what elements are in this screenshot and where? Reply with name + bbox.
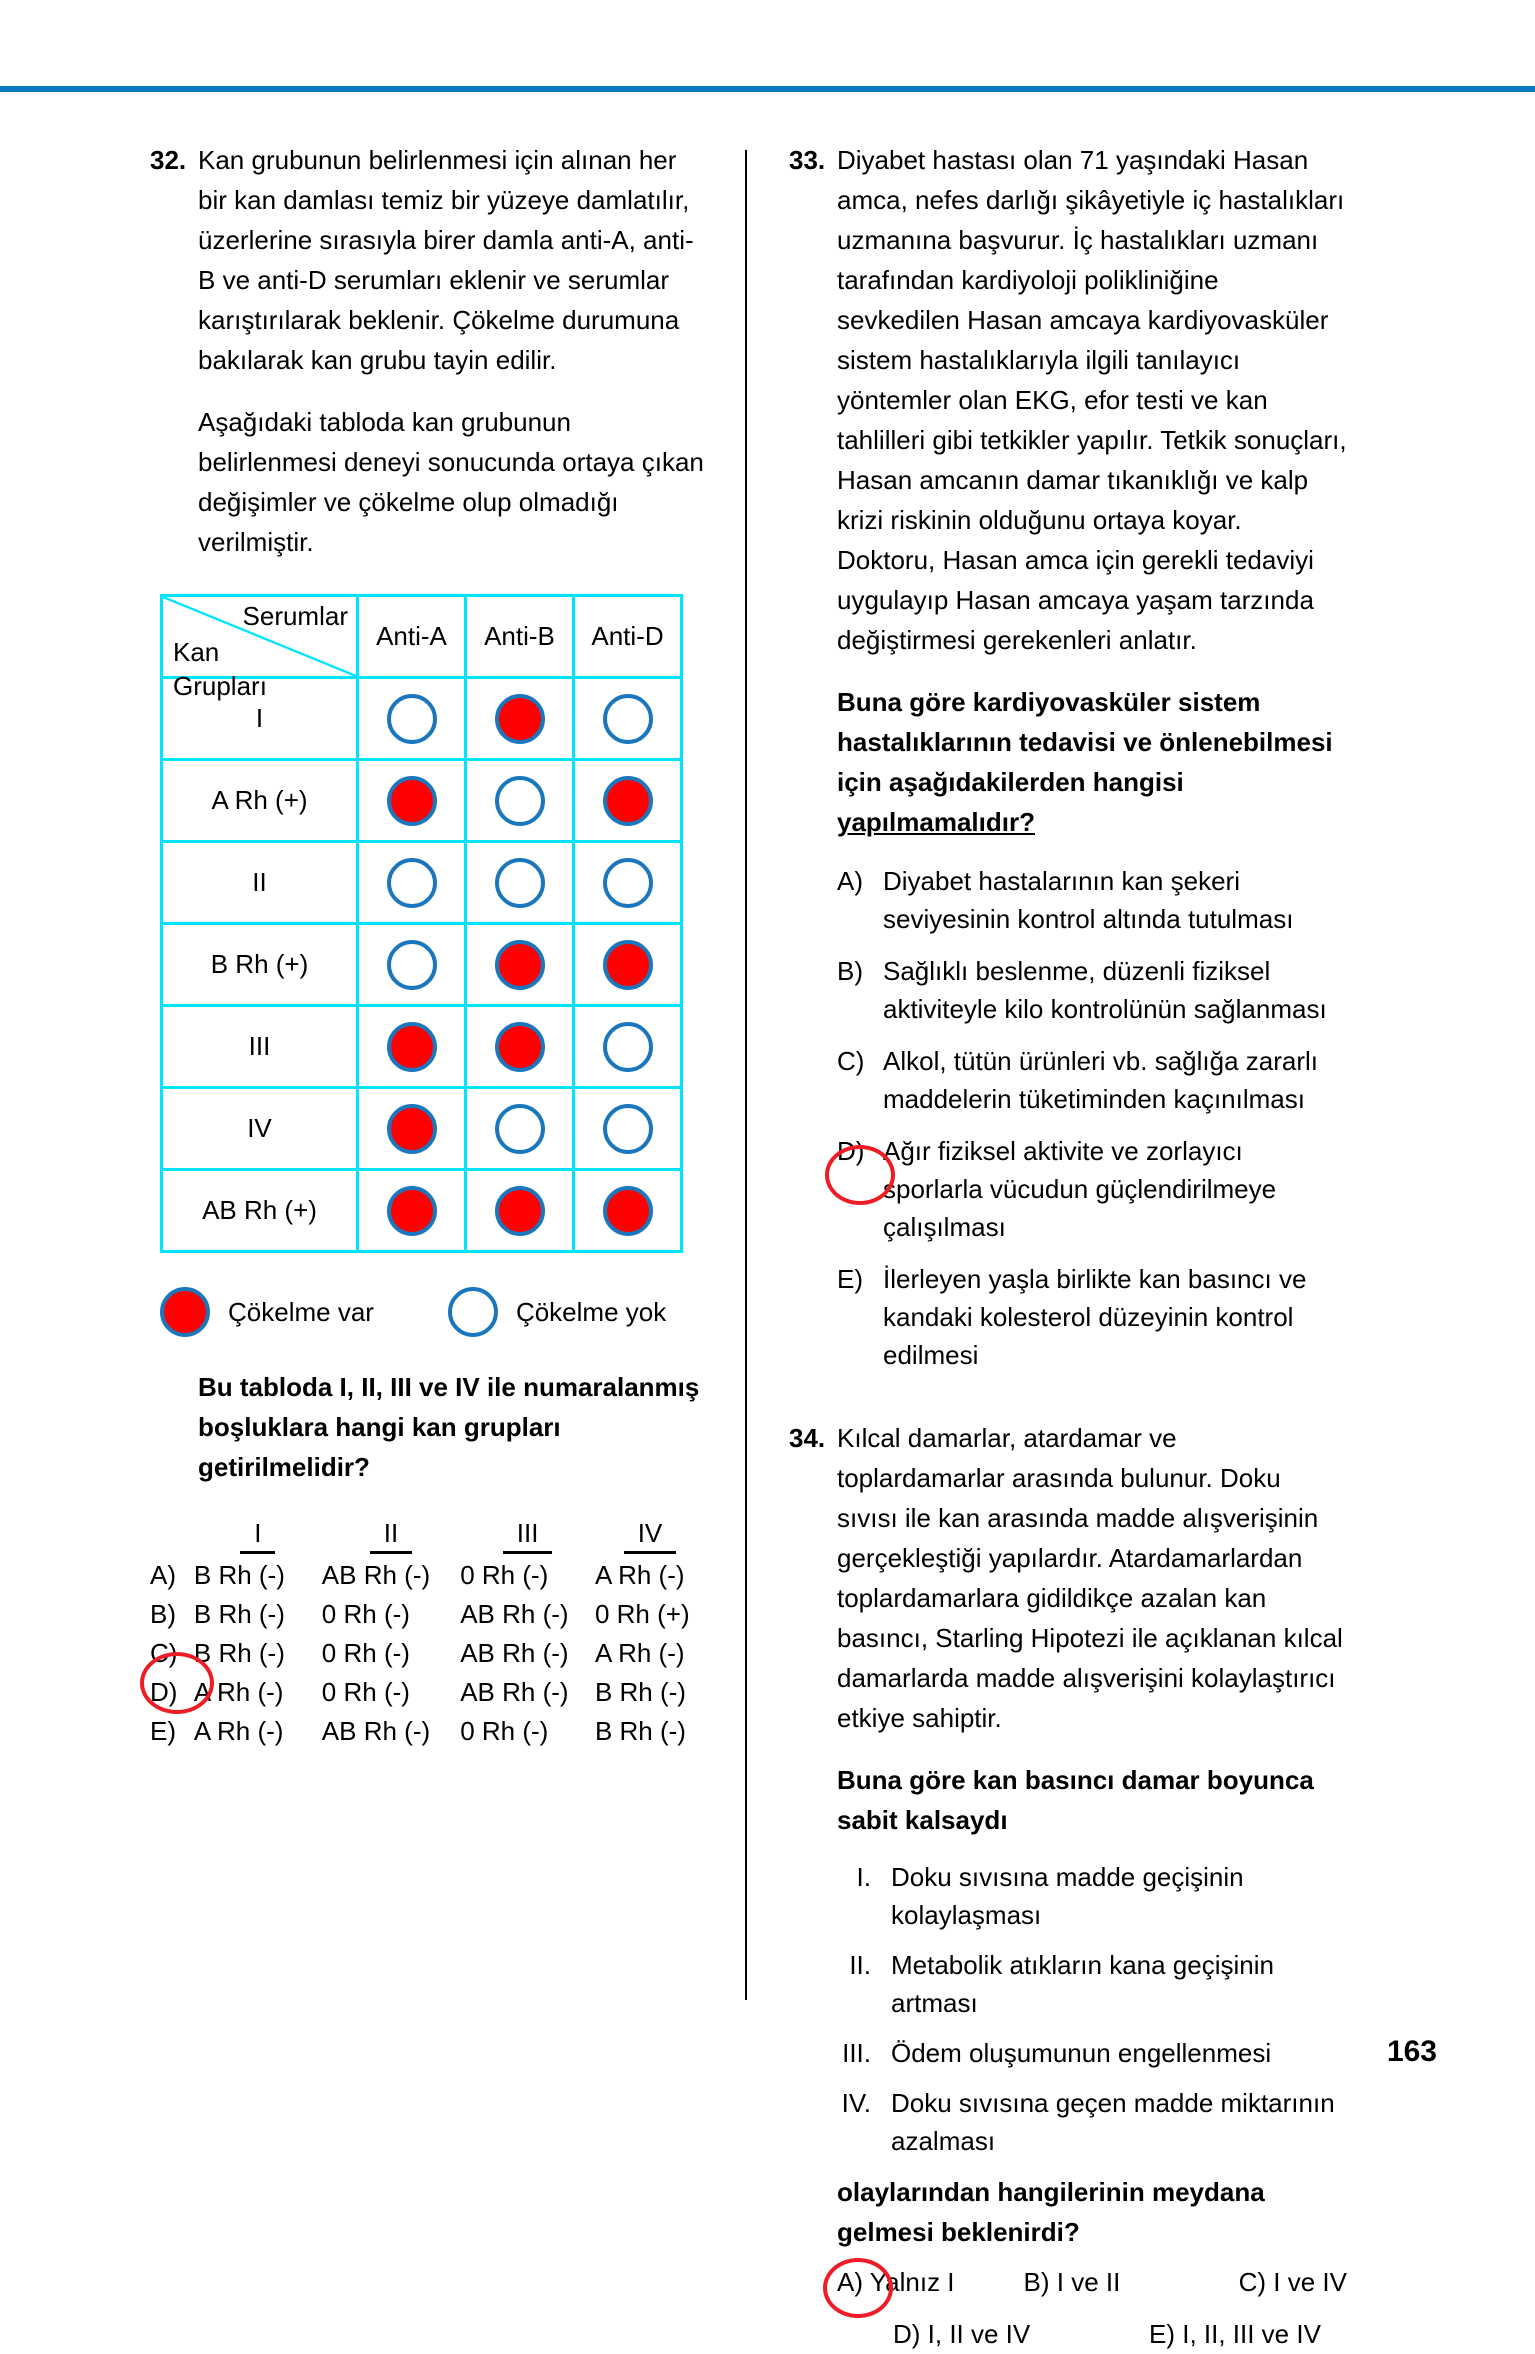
table-row [162,1170,682,1252]
filled-circle-icon [603,1186,653,1236]
table-header-anti-a: Anti-A [358,596,466,678]
table-cell-result [574,678,682,760]
table-cell-result [466,1006,574,1088]
answer-option-value: 0 Rh (-) [321,1638,410,1668]
question-34-prompt-gutter [789,2172,837,2252]
answer-option-value: 0 Rh (+) [594,1599,690,1629]
legend-label-precipitation-yes: Çökelme var [228,1296,374,1327]
answer-grid-header-iv: IV [595,1517,705,1556]
table-cell-result [466,842,574,924]
filled-circle-icon [603,776,653,826]
answer-option-value: AB Rh (-) [460,1599,569,1629]
answer-option-value: AB Rh (-) [321,1560,431,1590]
question-32-answer-table [150,1517,705,1751]
answer-option-value: B Rh (-) [594,1716,686,1746]
table-cell-blood-group: AB Rh (+) [162,1170,358,1252]
question-32-paragraph-2: Aşağıdaki tabloda kan grubunun belirlenmesi deneyi sonucunda ortaya çıkan değişimler ve çökelme olup olmadığı verilmiştir. [198,407,704,557]
answer-grid-letter-header [150,1517,194,1556]
table-cell-result [574,760,682,842]
question-34-paragraph-1: Kılcal damarlar, atardamar ve toplardamarlar arasında bulunur. Doku sıvısı ile kan arasında madde alışverişinin gerçekleştiği yapılardır. Atardamarlardan toplardamarlara gidildikçe azalan kan basıncı, Starling Hipotezi ile açıklanan kılcal damarlarda madde alışverişini kolaylaştırıcı etkiye sahiptir. [837,1423,1343,1733]
answer-option-value: B Rh (-) [594,1677,686,1707]
question-32-prompt-gutter [150,1367,198,1487]
answer-grid-header-iii: III [460,1517,595,1556]
option-text: İlerleyen yaşla birlikte kan basıncı ve kandaki kolesterol düzeyinin kontrol edilmesi [883,1264,1307,1370]
filled-circle-icon [603,940,653,990]
question-34-prompt-1: Buna göre kan basıncı damar boyunca sabit kalsaydı [837,1765,1314,1835]
filled-circle-icon [387,1186,437,1236]
table-cell-result [466,678,574,760]
roman-list-item [835,2034,1347,2072]
filled-circle-icon [387,776,437,826]
question-34-option[interactable]: A) Yalnız I [837,2267,955,2297]
page-number: 163 [1386,2035,1437,2068]
question-33-option[interactable] [837,1260,1347,1374]
filled-circle-icon [160,1287,210,1337]
table-corner-cell [162,596,358,701]
answer-option-value: A Rh (-) [193,1716,284,1746]
table-corner-groups-label: Kan Grupları [173,637,267,701]
filled-circle-icon [387,1022,437,1072]
empty-circle-icon [603,858,653,908]
roman-text: Doku sıvısına geçen madde miktarının azalması [891,2088,1335,2156]
question-33-prompt-text: Buna göre kardiyovasküler sistem hastalıklarının tedavisi ve önlenebilmesi için aşağıdakilerden hangisi [837,687,1333,797]
question-34-number: 34. [789,1423,826,1453]
legend-label-precipitation-no: Çökelme yok [515,1296,667,1327]
table-cell-result [358,1088,466,1170]
table-cell-blood-group: B Rh (+) [162,924,358,1006]
filled-circle-icon [387,1104,437,1154]
question-34-option[interactable]: C) I ve IV [1238,2267,1347,2297]
empty-circle-icon [603,1104,653,1154]
right-column [747,140,1347,2354]
answer-grid-body [150,1556,705,1751]
table-cell-result [358,1006,466,1088]
table-corner-serums-label: Serumlar [242,601,348,631]
option-letter: E) [837,1264,863,1294]
answer-option-letter: B) [150,1599,176,1629]
answer-grid-header-row [150,1517,705,1556]
empty-circle-icon [603,694,653,744]
answer-option-value: 0 Rh (-) [321,1677,410,1707]
blood-type-table-wrapper [160,594,705,1253]
table-cell-result [574,1088,682,1170]
question-32 [150,140,705,562]
table-row [162,842,682,924]
answer-option-letter: E) [150,1716,176,1746]
blood-type-table-body [162,678,682,1252]
table-cell-result [574,924,682,1006]
filled-circle-icon [495,1022,545,1072]
left-column [150,140,745,2354]
table-cell-result [358,842,466,924]
table-cell-result [466,1170,574,1252]
empty-circle-icon [495,776,545,826]
table-cell-blood-group: I [162,678,358,760]
answer-grid-header-ii: II [322,1517,460,1556]
answer-option-letter: A) [150,1560,176,1590]
option-letter: B) [837,956,863,986]
question-33-option[interactable] [837,862,1347,938]
question-33-option[interactable] [837,1042,1347,1118]
question-32-number: 32. [150,145,187,175]
empty-circle-icon [448,1287,498,1337]
roman-numeral: IV. [841,2088,871,2118]
answer-option-value: 0 Rh (-) [460,1716,549,1746]
answer-option-letter: C) [150,1638,178,1668]
question-33-options [837,862,1347,1374]
two-column-layout [150,140,1395,2354]
answer-option-value: B Rh (-) [193,1638,285,1668]
question-34-options [837,2262,1347,2354]
legend-item-precipitation-no [448,1287,666,1337]
roman-list-item [835,1858,1347,1934]
answer-grid-row[interactable] [150,1595,705,1634]
table-header-row [162,596,682,678]
question-32-body [198,140,705,562]
answer-option-value: AB Rh (-) [460,1677,569,1707]
filled-circle-icon [495,1186,545,1236]
answer-grid-header-i: I [194,1517,322,1556]
answer-option-value: A Rh (-) [193,1677,284,1707]
option-text: Alkol, tütün ürünleri vb. sağlığa zararlı maddelerin tüketiminden kaçınılması [883,1046,1318,1114]
table-row [162,924,682,1006]
question-32-paragraph-1: Kan grubunun belirlenmesi için alınan her bir kan damlası temiz bir yüzeye damlatılır, üzerlerine sırasıyla birer damla anti-A, anti-B ve anti-D serumları eklenir ve serumlar karıştırılarak beklenir. Çökelme durumuna bakılarak kan grubu tayin edilir. [198,145,694,375]
table-cell-result [466,760,574,842]
option-letter: A) [837,866,863,896]
answer-option-value: B Rh (-) [193,1560,285,1590]
answer-grid-row[interactable] [150,1673,705,1712]
question-32-prompt-block [150,1367,705,1487]
option-text: Sağlıklı beslenme, düzenli fiziksel aktiviteyle kilo kontrolünün sağlanması [883,956,1327,1024]
answer-option-value: AB Rh (-) [321,1716,431,1746]
question-32-answer-grid [150,1517,705,1751]
table-row [162,1006,682,1088]
table-cell-result [358,678,466,760]
answer-grid-row[interactable] [150,1634,705,1673]
question-33-body [837,140,1347,848]
table-cell-result [574,1170,682,1252]
empty-circle-icon [495,1104,545,1154]
question-33-paragraph-1: Diyabet hastası olan 71 yaşındaki Hasan amca, nefes darlığı şikâyetiyle iç hastalıkları uzmanına başvurur. İç hastalıkları uzmanı tarafından kardiyoloji polikliniğine sevkedilen Hasan amcaya kardiyovasküler sistem hastalıklarıyla ilgili tanılayıcı yöntemler olan EKG, efor testi ve kan tahlilleri gibi tetkikler yapılır. Tetkik sonuçları, Hasan amcanın damar tıkanıklığı ve kalp krizi riskinin olduğunu ortaya koyar. Doktoru, Hasan amca için gerekli tedaviyi uygulayıp Hasan amcaya yaşam tarzında değiştirmesi gerekenleri anlatır. [837,145,1347,655]
question-34 [789,1418,1347,1848]
table-cell-result [466,1088,574,1170]
table-cell-result [358,1170,466,1252]
empty-circle-icon [387,858,437,908]
empty-circle-icon [387,940,437,990]
empty-circle-icon [387,694,437,744]
table-cell-blood-group: A Rh (+) [162,760,358,842]
roman-list-item [835,2084,1347,2160]
question-32-prompt: Bu tabloda I, II, III ve IV ile numaralanmış boşluklara hangi kan grupları getirilmelidir? [198,1372,700,1482]
roman-list-item [835,1946,1347,2022]
table-cell-blood-group: IV [162,1088,358,1170]
question-34-option[interactable]: D) I, II ve IV [893,2319,1031,2349]
question-34-option[interactable]: B) I ve II [1023,2267,1121,2297]
roman-numeral: II. [849,1950,871,1980]
empty-circle-icon [603,1022,653,1072]
table-row [162,1088,682,1170]
roman-text: Metabolik atıkların kana geçişinin artması [891,1950,1274,2018]
question-34-prompt-2-block [789,2172,1347,2252]
question-34-roman-list [835,1858,1347,2160]
option-letter: C) [837,1046,865,1076]
option-text: Diyabet hastalarının kan şekeri seviyesinin kontrol altında tutulması [883,866,1294,934]
answer-grid-row[interactable] [150,1712,705,1751]
roman-text: Doku sıvısına madde geçişinin kolaylaşması [891,1862,1244,1930]
legend-item-precipitation-yes [160,1287,374,1337]
question-34-body [837,1418,1347,1848]
question-34-options-row-1 [837,2262,1347,2302]
table-cell-result [466,924,574,1006]
answer-option-value: A Rh (-) [594,1560,685,1590]
table-cell-result [358,924,466,1006]
header-accent-rule [0,86,1535,92]
option-text: Ağır fiziksel aktivite ve zorlayıcı sporlarla vücudun güçlendirilmeye çalışılması [883,1136,1277,1242]
answer-grid-row[interactable] [150,1556,705,1595]
table-cell-blood-group: III [162,1006,358,1088]
answer-option-value: B Rh (-) [193,1599,285,1629]
answer-option-letter: D) [150,1677,178,1707]
question-33-option[interactable] [837,952,1347,1028]
option-letter: D) [837,1136,865,1166]
table-legend [160,1287,705,1337]
blood-type-table [160,594,683,1253]
table-cell-result [574,842,682,924]
question-33 [789,140,1347,848]
empty-circle-icon [495,858,545,908]
question-33-option[interactable] [837,1132,1347,1246]
filled-circle-icon [495,694,545,744]
table-row [162,760,682,842]
table-cell-blood-group: II [162,842,358,924]
question-33-prompt-emphasis: yapılmamalıdır? [837,807,1035,837]
table-cell-result [358,760,466,842]
answer-option-value: 0 Rh (-) [321,1599,410,1629]
answer-option-value: AB Rh (-) [460,1638,569,1668]
question-33-number: 33. [789,145,826,175]
question-33-prompt [837,682,1347,842]
table-cell-result [574,1006,682,1088]
table-header-anti-d: Anti-D [574,596,682,678]
roman-text: Ödem oluşumunun engellenmesi [891,2038,1272,2068]
roman-numeral: I. [856,1862,871,1892]
question-34-option[interactable]: E) I, II, III ve IV [1149,2319,1321,2349]
question-34-prompt-2: olaylarından hangilerinin meydana gelmesi beklenirdi? [837,2177,1265,2247]
answer-option-value: A Rh (-) [594,1638,685,1668]
filled-circle-icon [495,940,545,990]
answer-option-value: 0 Rh (-) [460,1560,549,1590]
roman-numeral: III. [842,2038,871,2068]
question-34-options-row-2 [837,2314,1347,2354]
table-header-anti-b: Anti-B [466,596,574,678]
